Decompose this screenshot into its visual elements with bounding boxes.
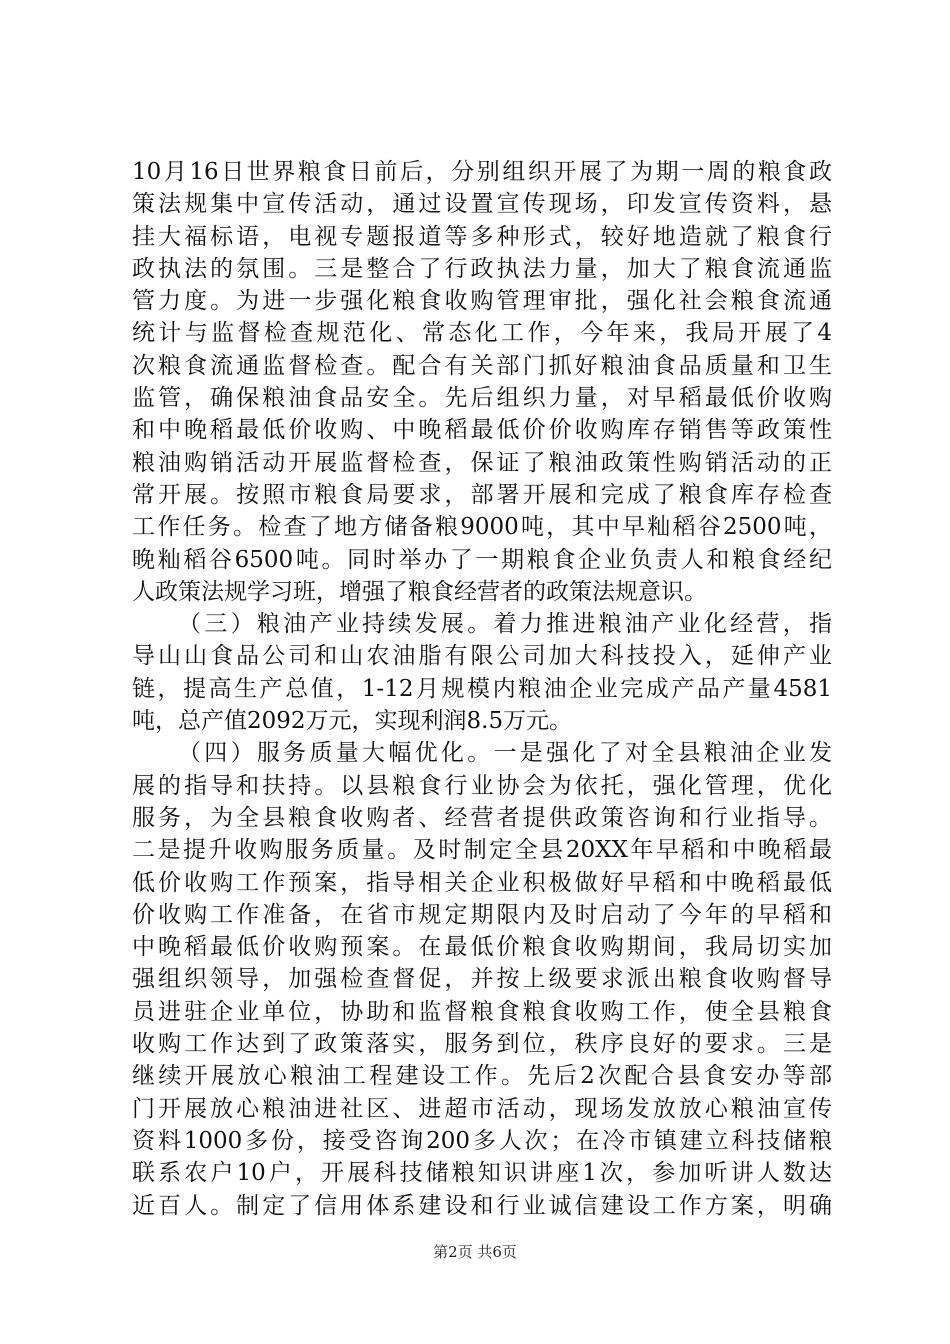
text-line: 管力度。为进一步强化粮食收购管理审批，强化社会粮食流通 [132,288,832,315]
text-line: 监管，确保粮油食品安全。先后组织力量，对早稻最低价收购 [132,385,832,412]
text-line: 挂大福标语，电视专题报道等多种形式，较好地造就了粮食行 [132,223,832,250]
text-line: 收购工作达到了政策落实，服务到位，秩序良好的要求。三是 [132,1031,832,1058]
text-line: 链，提高生产总值，1-12月规模内粮油企业完成产品产量4581 [132,675,832,702]
text-line: 低价收购工作预案，指导相关企业积极做好早稻和中晚稻最低 [132,869,832,896]
text-line: 吨，总产值2092万元，实现利润8.5万元。 [132,708,573,735]
text-line: 员进驻企业单位，协助和监督粮食粮食收购工作，使全县粮食 [132,998,832,1025]
text-line: 资料1000多份，接受咨询200多人次；在冷市镇建立科技储粮 [132,1127,832,1154]
text-line: （四）服务质量大幅优化。一是强化了对全县粮油企业发 [178,740,832,767]
text-line: 继续开展放心粮油工程建设工作。先后2次配合县食安办等部 [132,1063,832,1090]
text-line: 中晚稻最低价收购预案。在最低价粮食收购期间，我局切实加 [132,934,832,961]
text-line: 二是提升收购服务质量。及时制定全县20XX年早稻和中晚稻最 [132,837,832,864]
text-line: （三）粮油产业持续发展。着力推进粮油产业化经营，指 [178,611,832,638]
text-line: 统计与监督检查规范化、常态化工作，今年来，我局开展了4 [132,320,832,347]
text-line: 粮油购销活动开展监督检查，保证了粮油政策性购销活动的正 [132,449,832,476]
text-line: 门开展放心粮油进社区、进超市活动，现场发放放心粮油宣传 [132,1095,832,1122]
text-line: 展的指导和扶持。以县粮食行业协会为依托，强化管理，优化 [132,772,832,799]
text-line: 近百人。制定了信用体系建设和行业诚信建设工作方案，明确 [132,1192,832,1219]
text-line: 政执法的氛围。三是整合了行政执法力量，加大了粮食流通监 [132,255,832,282]
text-line: 和中晚稻最低价收购、中晚稻最低价价收购库存销售等政策性 [132,417,832,444]
text-line: 工作任务。检查了地方储备粮9000吨，其中早籼稻谷2500吨， [132,514,832,541]
page-footer: 第2页 共6页 [433,1243,517,1261]
text-line: 价收购工作准备，在省市规定期限内及时启动了今年的早稻和 [132,901,832,928]
text-line: 次粮食流通监督检查。配合有关部门抓好粮油食品质量和卫生 [132,352,832,379]
document-body [132,156,832,1222]
text-line: 10月16日世界粮食日前后，分别组织开展了为期一周的粮食政 [132,159,832,185]
text-line: 强组织领导，加强检查督促，并按上级要求派出粮食收购督导 [132,966,832,993]
text-line: 策法规集中宣传活动，通过设置宣传现场，印发宣传资料，悬 [132,191,832,218]
text-line: 导山山食品公司和山农油脂有限公司加大科技投入，延伸产业 [132,643,832,670]
text-line: 常开展。按照市粮食局要求，部署开展和完成了粮食库存检查 [132,481,832,508]
text-line: 人政策法规学习班，增强了粮食经营者的政策法规意识。 [132,578,707,605]
text-line: 服务，为全县粮食收购者、经营者提供政策咨询和行业指导。 [132,804,832,831]
text-line: 晚籼稻谷6500吨。同时举办了一期粮食企业负责人和粮食经纪 [132,546,832,573]
text-line: 联系农户10户，开展科技储粮知识讲座1次，参加听讲人数达 [132,1160,832,1187]
